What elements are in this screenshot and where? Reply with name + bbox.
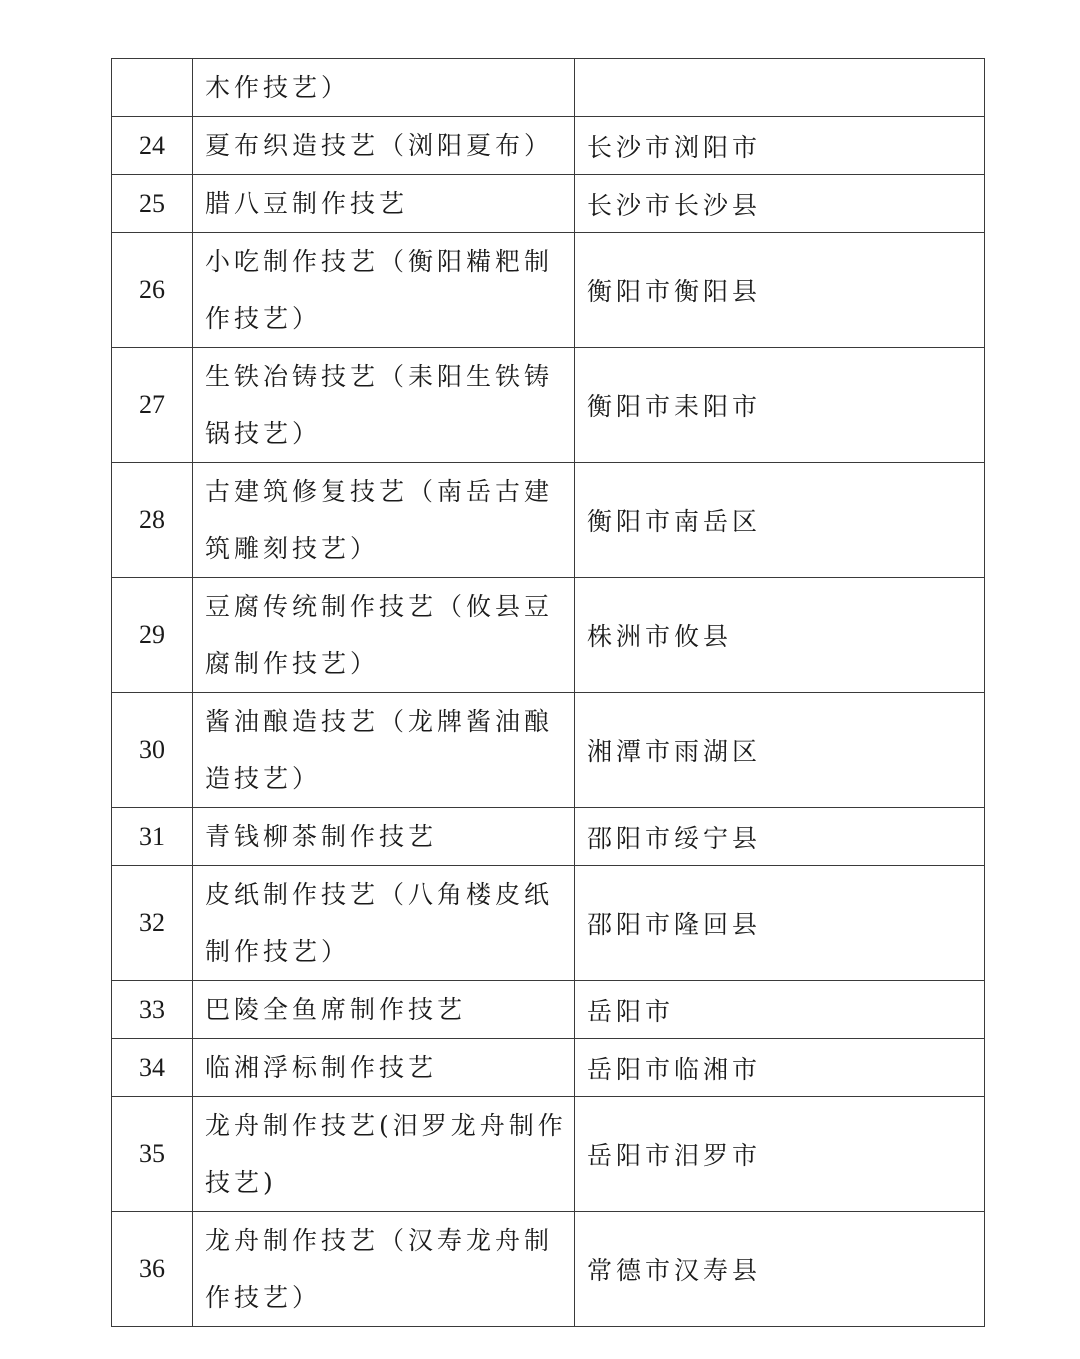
region-name: 岳阳市临湘市 — [575, 1039, 985, 1097]
table-row — [112, 693, 985, 808]
craft-name: 酱油酿造技艺（龙牌酱油酿造技艺） — [193, 693, 575, 808]
table-row — [112, 1039, 985, 1097]
table-row — [112, 808, 985, 866]
table-row — [112, 1097, 985, 1212]
row-number: 25 — [112, 175, 193, 233]
craft-name: 古建筑修复技艺（南岳古建筑雕刻技艺） — [193, 463, 575, 578]
row-number: 29 — [112, 578, 193, 693]
table-row — [112, 233, 985, 348]
region-name: 湘潭市雨湖区 — [575, 693, 985, 808]
region-name: 长沙市浏阳市 — [575, 117, 985, 175]
row-number: 24 — [112, 117, 193, 175]
craft-name: 小吃制作技艺（衡阳糒粑制作技艺） — [193, 233, 575, 348]
table-row — [112, 578, 985, 693]
row-number: 28 — [112, 463, 193, 578]
heritage-list-table — [111, 58, 985, 1327]
region-name: 长沙市长沙县 — [575, 175, 985, 233]
region-name — [575, 59, 985, 117]
table-row — [112, 348, 985, 463]
table-row — [112, 463, 985, 578]
craft-name: 青钱柳茶制作技艺 — [193, 808, 575, 866]
craft-name: 木作技艺） — [193, 59, 575, 117]
region-name: 衡阳市耒阳市 — [575, 348, 985, 463]
region-name: 株洲市攸县 — [575, 578, 985, 693]
craft-name: 皮纸制作技艺（八角楼皮纸制作技艺） — [193, 866, 575, 981]
craft-name: 腊八豆制作技艺 — [193, 175, 575, 233]
table-row — [112, 981, 985, 1039]
region-name: 邵阳市绥宁县 — [575, 808, 985, 866]
region-name: 岳阳市 — [575, 981, 985, 1039]
row-number: 26 — [112, 233, 193, 348]
row-number: 32 — [112, 866, 193, 981]
craft-name: 龙舟制作技艺（汉寿龙舟制作技艺） — [193, 1212, 575, 1327]
table-row — [112, 117, 985, 175]
table-row — [112, 59, 985, 117]
region-name: 邵阳市隆回县 — [575, 866, 985, 981]
row-number: 33 — [112, 981, 193, 1039]
craft-name: 夏布织造技艺（浏阳夏布） — [193, 117, 575, 175]
row-number: 31 — [112, 808, 193, 866]
craft-name: 巴陵全鱼席制作技艺 — [193, 981, 575, 1039]
craft-name: 临湘浮标制作技艺 — [193, 1039, 575, 1097]
row-number — [112, 59, 193, 117]
region-name: 岳阳市汨罗市 — [575, 1097, 985, 1212]
region-name: 常德市汉寿县 — [575, 1212, 985, 1327]
table-row — [112, 866, 985, 981]
row-number: 30 — [112, 693, 193, 808]
row-number: 34 — [112, 1039, 193, 1097]
table-row — [112, 1212, 985, 1327]
craft-name: 生铁冶铸技艺（耒阳生铁铸锅技艺） — [193, 348, 575, 463]
row-number: 36 — [112, 1212, 193, 1327]
region-name: 衡阳市衡阳县 — [575, 233, 985, 348]
table-row — [112, 175, 985, 233]
craft-name: 豆腐传统制作技艺（攸县豆腐制作技艺） — [193, 578, 575, 693]
row-number: 27 — [112, 348, 193, 463]
row-number: 35 — [112, 1097, 193, 1212]
craft-name: 龙舟制作技艺(汨罗龙舟制作技艺) — [193, 1097, 575, 1212]
region-name: 衡阳市南岳区 — [575, 463, 985, 578]
